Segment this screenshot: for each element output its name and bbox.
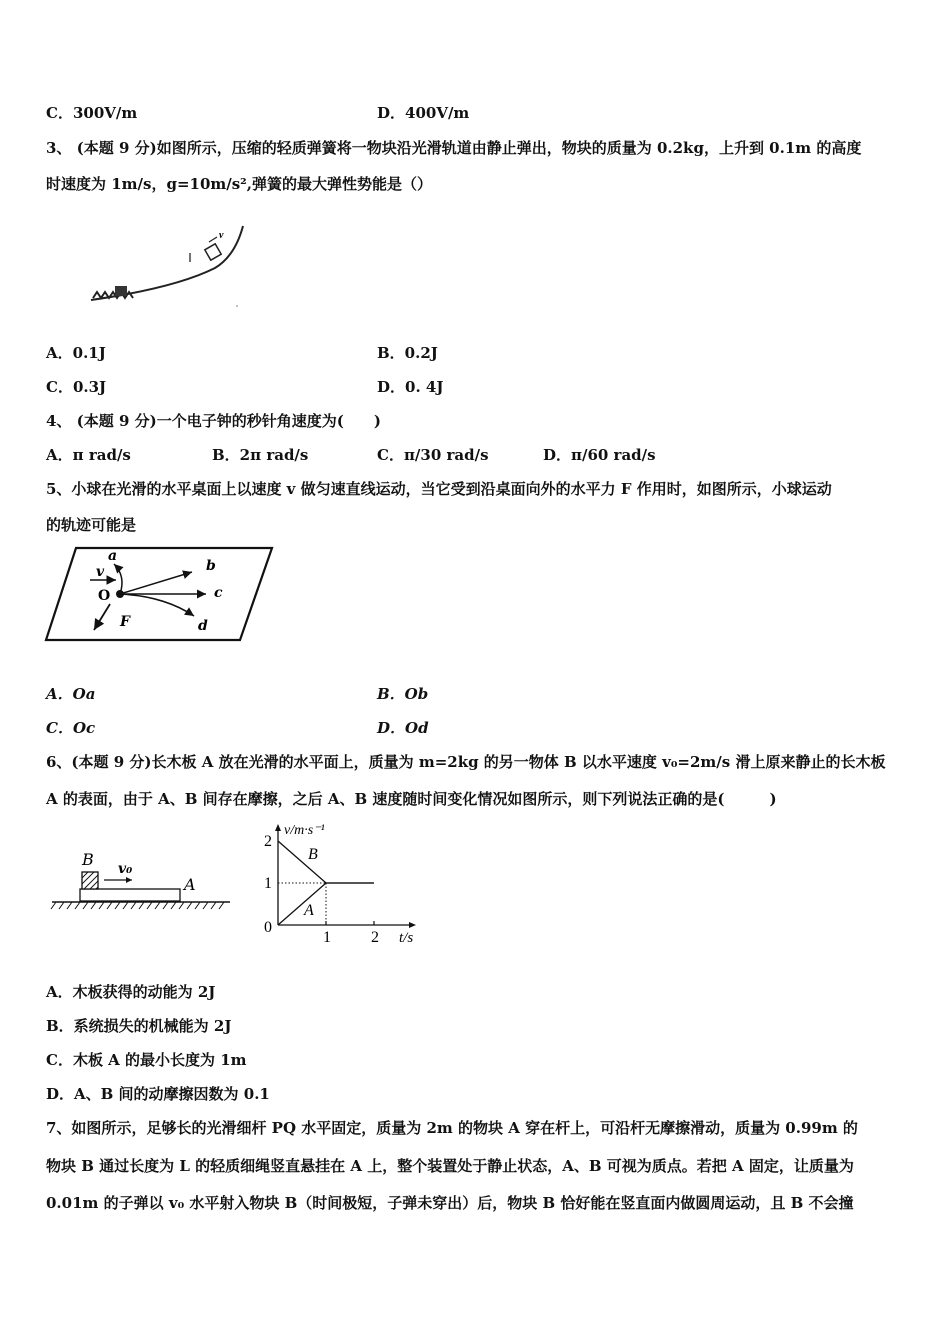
q4-option-d: D．π/60 rad/s [543, 446, 656, 464]
q4-option-c: C．π/30 rad/s [377, 446, 489, 464]
q5-option-b [377, 684, 428, 704]
q5-stem-line2: 的轨迹可能是 [46, 516, 137, 534]
q6-fig-label-v0: v₀ [118, 861, 133, 877]
q5-stem-line1: 5、小球在光滑的水平桌面上以速度 v 做匀速直线运动，当它受到沿桌面向外的水平力 F 作用时，如图所示，小球运动 [46, 480, 832, 498]
q5-label-v: v [96, 564, 105, 580]
q4-option-a: A．π rad/s [46, 446, 131, 464]
q6-option-a: A．木板获得的动能为 2J [46, 983, 216, 1001]
q5-label-c: c [214, 585, 223, 601]
q6-option-c: C．木板 A 的最小长度为 1m [46, 1051, 247, 1069]
q5-label-f: F [120, 614, 130, 630]
q6-fig-label-b: B [82, 850, 94, 869]
x-tick-1: 1 [323, 929, 331, 946]
q5-label-d: d [198, 618, 208, 634]
q6-option-b: B．系统损失的机械能为 2J [46, 1017, 232, 1035]
q5-label-b: b [206, 558, 216, 574]
q6-stem-line1: 6、(本题 9 分)长木板 A 放在光滑的水平面上，质量为 m=2kg 的另一物体 B 以水平速度 v₀=2m/s 滑上原来静止的长木板 [46, 753, 886, 771]
x-tick-2: 2 [371, 929, 379, 946]
q5-option-a-text: A．Oa [46, 685, 96, 703]
q4-option-b: B．2π rad/s [212, 446, 309, 464]
q5-option-a [46, 684, 95, 704]
q6-stem-line2: A 的表面，由于 A、B 间存在摩擦，之后 A、B 速度随时间变化情况如图所示，则下列说法正确的是( ) [46, 790, 777, 808]
q3-stem-line1: 3、 (本题 9 分)如图所示，压缩的轻质弹簧将一物块沿光滑轨道由静止弹出，物块的质量为 0.2kg，上升到 0.1m 的高度 [46, 139, 862, 157]
q7-stem-line3: 0.01m 的子弹以 v₀ 水平射入物块 B（时间极短，子弹未穿出）后，物块 B 恰好能在竖直面内做圆周运动，且 B 不会撞 [46, 1194, 854, 1212]
q2-option-c: C．300V/m [46, 104, 138, 122]
q7-stem-line2: 物块 B 通过长度为 L 的轻质细绳竖直悬挂在 A 上，整个装置处于静止状态，A、B 可视为质点。若把 A 固定，让质量为 [46, 1157, 854, 1175]
q5-label-o: O [98, 588, 111, 604]
y-tick-1: 1 [264, 875, 272, 892]
q5-option-c [46, 718, 95, 738]
q3-stem-line2: 时速度为 1m/s，g=10m/s²,弹簧的最大弹性势能是（） [46, 175, 432, 193]
q2-option-d: D．400V/m [377, 104, 470, 122]
q3-option-c: C．0.3J [46, 378, 107, 396]
q5-label-a: a [108, 548, 118, 564]
q5-option-d [377, 718, 429, 738]
q4-stem: 4、 (本题 9 分)一个电子钟的秒针角速度为( ) [46, 412, 381, 430]
series-label-b: B [308, 846, 318, 863]
q3-spring-track-figure [85, 218, 255, 313]
y-axis-label: v/m·s⁻¹ [284, 823, 325, 838]
q3-option-d: D．0. 4J [377, 378, 444, 396]
series-line-b [278, 841, 374, 883]
q3-option-b: B．0.2J [377, 344, 438, 362]
q5-option-c-text: C．Oc [46, 719, 96, 737]
y-tick-0: 0 [264, 919, 272, 936]
q3-figure-v-label: v [219, 230, 224, 241]
q5-option-d-text: D．Od [377, 719, 429, 737]
q7-stem-line1: 7、如图所示，足够长的光滑细杆 PQ 水平固定，质量为 2m 的物块 A 穿在杆上，可沿杆无摩擦滑动，质量为 0.99m 的 [46, 1119, 858, 1137]
q6-fig-label-a: A [184, 875, 196, 894]
q6-option-d: D．A、B 间的动摩擦因数为 0.1 [46, 1085, 270, 1103]
x-axis-label: t/s [399, 930, 414, 946]
q6-board-figure [50, 845, 235, 915]
y-tick-2: 2 [264, 833, 272, 850]
q5-option-b-text: B．Ob [377, 685, 429, 703]
q5-trajectory-figure [44, 546, 276, 644]
q6-vt-chart [258, 820, 428, 950]
q3-option-a: A．0.1J [46, 344, 106, 362]
series-label-a: A [304, 902, 314, 919]
